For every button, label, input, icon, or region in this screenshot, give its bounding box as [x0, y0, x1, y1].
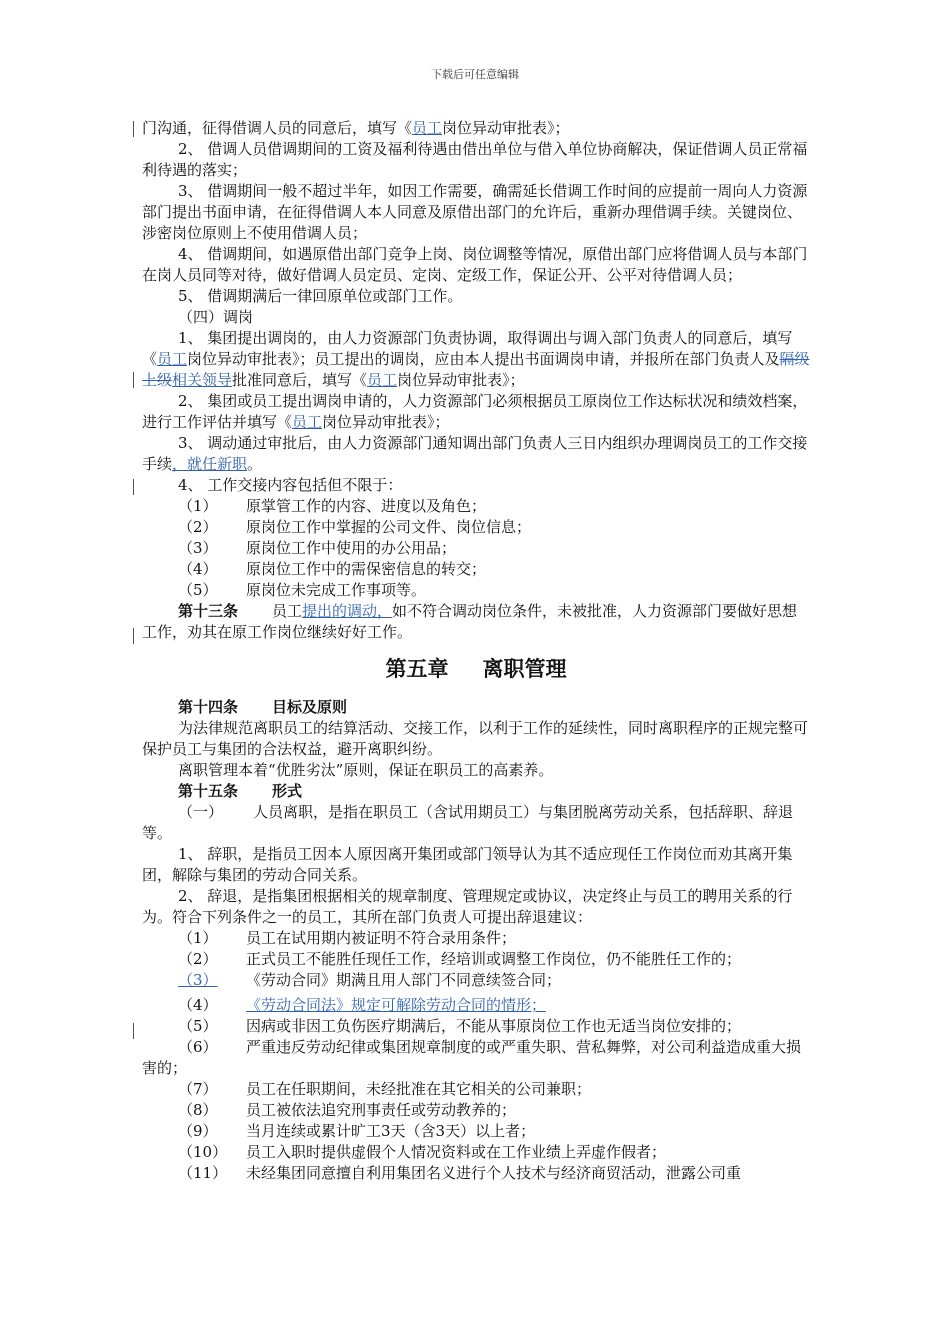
- revision-bar: [133, 628, 134, 644]
- deleted-text: 隔级上级: [142, 350, 810, 389]
- document-body: [142, 118, 810, 1184]
- revision-bar: [133, 1023, 134, 1039]
- paragraph: 4、 借调期间，如遇原借出部门竞争上岗、岗位调整等情况，原借出部门应将借调人员与本部门在岗人员同等对待，做好借调人员定员、定岗、定级工作，保证公开、公平对待借调人员；: [142, 245, 808, 284]
- inserted-text: 员工: [412, 119, 443, 137]
- paragraph: 离职管理本着“优胜劣汰”原则，保证在职员工的高素养。: [178, 761, 554, 779]
- revision-bar: [133, 479, 134, 495]
- paragraph: 2、 辞退，是指集团根据相关的规章制度、管理规定或协议，决定终止与员工的聘用关系的行为。符合下列条件之一的员工，其所在部门负责人可提出辞退建议：: [142, 887, 793, 926]
- list-item: （8） 员工被依法追究刑事责任或劳动教养的；: [178, 1101, 517, 1119]
- revision-bar: [133, 121, 134, 137]
- paragraph: 5、 借调期满后一律回原单位或部门工作。: [178, 287, 463, 305]
- paragraph: 2、 集团或员工提出调岗申请的，人力资源部门必须根据员工原岗位工作达标状况和绩效档案，进行工作评估并填写《员工岗位异动审批表》；: [142, 392, 808, 431]
- list-item: （7） 员工在任职期间，未经批准在其它相关的公司兼职；: [178, 1080, 592, 1098]
- paragraph: （一） 人员离职，是指在职员工（含试用期员工）与集团脱离劳动关系，包括辞职、辞退等。: [142, 803, 794, 842]
- list-item: （4） 《劳动合同法》规定可解除劳动合同的情形；: [178, 996, 547, 1014]
- chapter-title: 第五章 离职管理: [385, 656, 567, 681]
- inserted-text: 提出的调动，: [302, 602, 393, 620]
- article-15-heading: 第十五条 形式: [178, 782, 303, 800]
- paragraph: 3、 借调期间一般不超过半年，如因工作需要，确需延长借调工作时间的应提前一周向人力资源部门提出书面申请，在征得借调人本人同意及原借出部门的允许后，重新办理借调手续。关键岗位、涉密岗位原则上不使用借调人员；: [142, 182, 808, 242]
- article-14-heading: 第十四条 目标及原则: [178, 698, 348, 716]
- paragraph: 2、 借调人员借调期间的工资及福利待遇由借出单位与借入单位协商解决，保证借调人员正常福利待遇的落实；: [142, 140, 808, 179]
- paragraph: 门沟通，征得借调人员的同意后，填写《员工岗位异动审批表》；: [142, 119, 570, 137]
- paragraph: 4、 工作交接内容包括但不限于：: [178, 476, 403, 494]
- article-13: 第十三条 员工提出的调动，如不符合调动岗位条件，未被批准，人力资源部门要做好思想工作，劝其在原工作岗位继续好好工作。: [142, 602, 798, 641]
- inserted-text: 员工: [157, 350, 188, 368]
- inserted-text: 相关领导: [172, 371, 233, 389]
- list-item: （5） 因病或非因工负伤医疗期满后，不能从事原岗位工作也无适当岗位安排的；: [178, 1017, 742, 1035]
- list-item: （1） 员工在试用期内被证明不符合录用条件；: [178, 929, 517, 947]
- list-item: （9） 当月连续或累计旷工3天（含3天）以上者；: [178, 1122, 536, 1140]
- list-item: （5） 原岗位未完成工作事项等。: [178, 581, 427, 599]
- paragraph: 1、 辞职，是指员工因本人原因离开集团或部门领导认为其不适应现任工作岗位而劝其离开集团，解除与集团的劳动合同关系。: [142, 845, 793, 884]
- list-item: （11） 未经集团同意擅自利用集团名义进行个人技术与经济商贸活动，泄露公司重: [178, 1164, 742, 1182]
- subsection-heading: （四）调岗: [178, 308, 254, 326]
- inserted-text: 《劳动合同法》规定可解除劳动合同的情形；: [246, 996, 547, 1014]
- article-label: 第十三条: [178, 602, 239, 620]
- inserted-text: 员工: [292, 413, 323, 431]
- page-header: 下载后可任意编辑: [431, 68, 519, 81]
- list-item: （4） 原岗位工作中的需保密信息的转交；: [178, 560, 487, 578]
- inserted-text: ，就任新职: [172, 455, 248, 473]
- paragraph: 3、 调动通过审批后，由人力资源部门通知调出部门负责人三日内组织办理调岗员工的工作交接手续，就任新职。: [142, 434, 808, 473]
- list-item: （3） 《劳动合同》期满且用人部门不同意续签合同；: [178, 971, 562, 989]
- paragraph: 1、 集团提出调岗的，由人力资源部门负责协调，取得调出与调入部门负责人的同意后，填写《员工岗位异动审批表》；员工提出的调岗，应由本人提出书面调岗申请，并报所在部门负责人及隔级上级相关领导批准同意后，填写《员工岗位异动审批表》；: [142, 329, 810, 389]
- list-item: （3） 原岗位工作中使用的办公用品；: [178, 539, 457, 557]
- list-item: （2） 正式员工不能胜任现任工作，经培训或调整工作岗位，仍不能胜任工作的；: [178, 950, 742, 968]
- list-item: （1） 原掌管工作的内容、进度以及角色；: [178, 497, 487, 515]
- list-item: （2） 原岗位工作中掌握的公司文件、岗位信息；: [178, 518, 532, 536]
- revision-bar: [133, 372, 134, 388]
- paragraph: 为法律规范离职员工的结算活动、交接工作，以利于工作的延续性，同时离职程序的正规完整可保护员工与集团的合法权益，避开离职纠纷。: [142, 719, 809, 758]
- list-item: （10） 员工入职时提供虚假个人情况资料或在工作业绩上弄虚作假者；: [178, 1143, 667, 1161]
- inserted-text: 员工: [367, 371, 398, 389]
- inserted-text: （3）: [178, 971, 218, 989]
- list-item: （6） 严重违反劳动纪律或集团规章制度的或严重失职、营私舞弊，对公司利益造成重大损害的；: [142, 1038, 802, 1077]
